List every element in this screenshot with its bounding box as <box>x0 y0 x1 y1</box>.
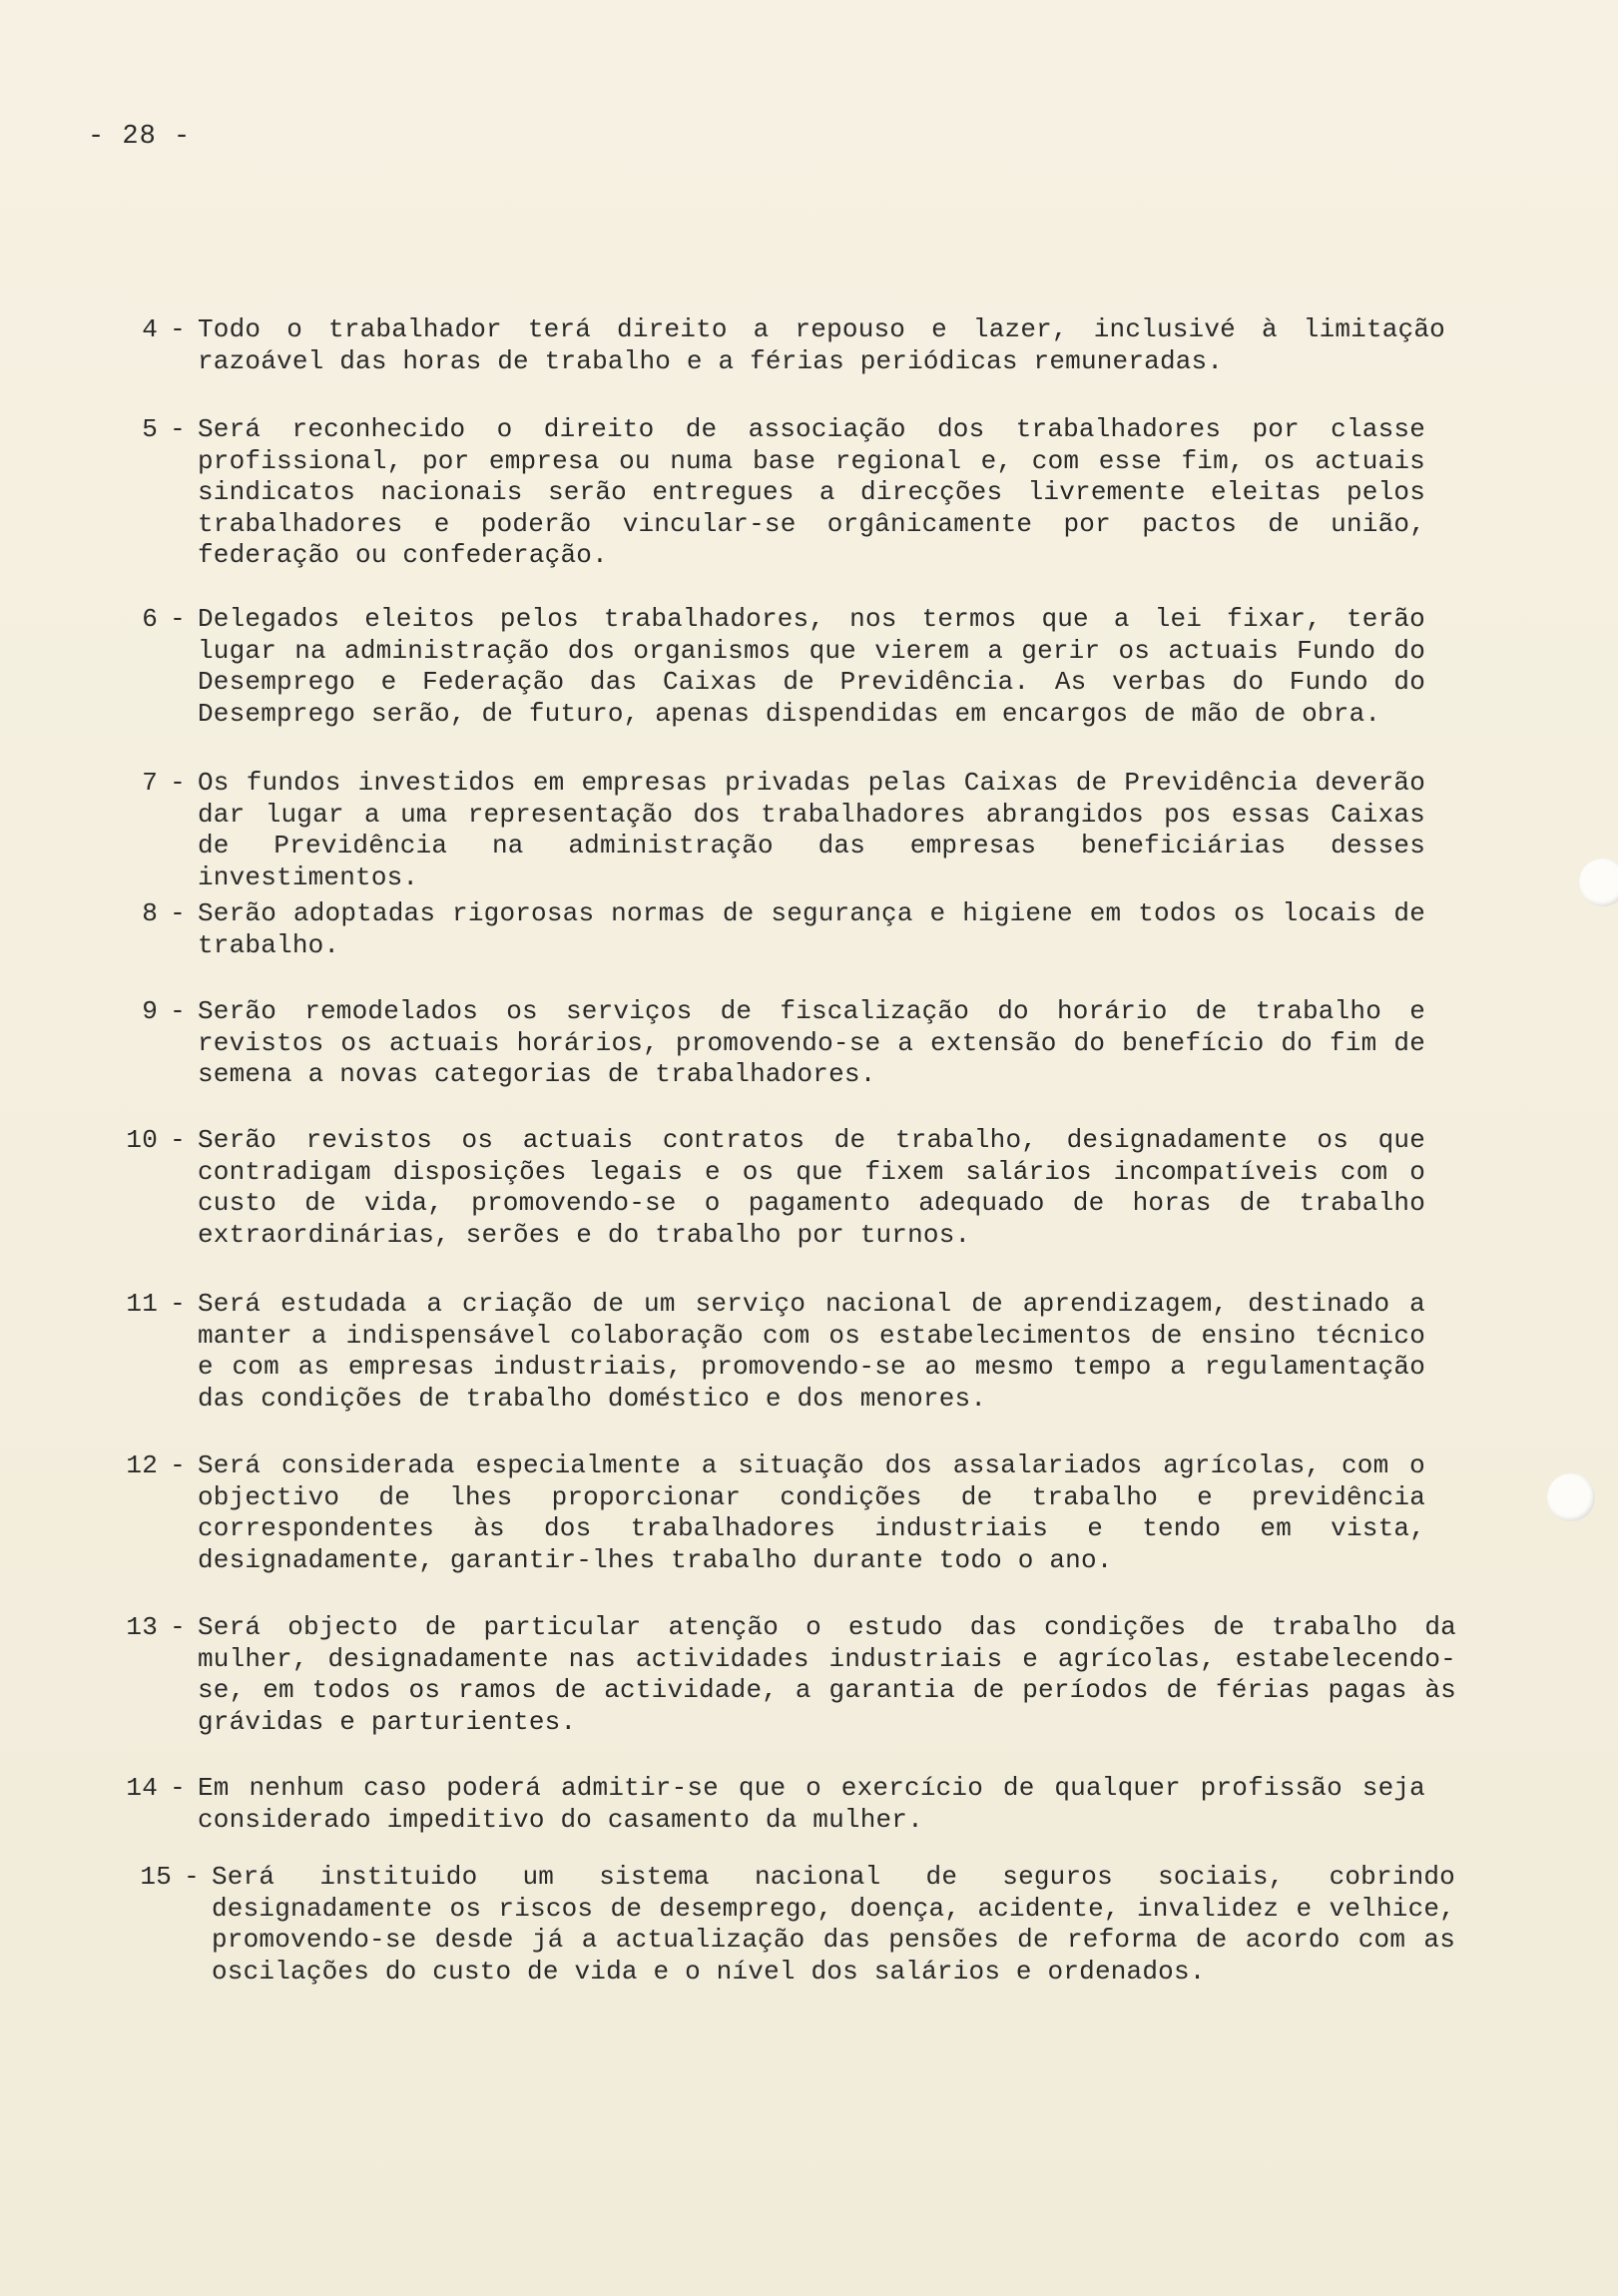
item-dash: - <box>184 1862 200 1892</box>
punch-hole-top <box>1579 859 1618 906</box>
item-number: 10 <box>126 1125 158 1155</box>
list-item <box>118 414 1425 572</box>
item-dash: - <box>170 1773 186 1803</box>
item-text: Os fundos investidos em empresas privadas pelas Caixas de Previdência deverão dar lugar a uma representação dos trabalhadores abrangidos pos essas Caixas de Previdência na administração das empresas beneficiárias desses investimentos. <box>198 768 1425 892</box>
item-text: Será objecto de particular atenção o estudo das condições de trabalho da mulher, designadamente nas actividades industriais e agrícolas, estabelecendo-se, em todos os ramos de actividade, a garantia de períodos de férias pagas às grávidas e parturientes. <box>198 1612 1456 1737</box>
punch-hole-bottom <box>1547 1473 1595 1521</box>
list-item <box>104 1450 1425 1576</box>
item-dash: - <box>170 1289 186 1319</box>
item-dash: - <box>170 996 186 1026</box>
item-text: Todo o trabalhador terá direito a repouso e lazer, inclusivé à limitação razoável das horas de trabalho e a férias periódicas remuneradas. <box>198 314 1445 376</box>
item-dash: - <box>170 1612 186 1642</box>
list-item <box>118 314 1445 377</box>
list-item <box>118 996 1425 1091</box>
item-number: 4 <box>142 314 158 344</box>
list-item <box>104 1773 1425 1836</box>
item-dash: - <box>170 414 186 444</box>
page-number: - 28 - <box>88 122 192 152</box>
item-number: 11 <box>126 1289 158 1319</box>
item-number: 8 <box>142 898 158 928</box>
item-dash: - <box>170 1125 186 1155</box>
item-text: Será estudada a criação de um serviço nacional de aprendizagem, destinado a manter a indispensável colaboração com os estabelecimentos de ensino técnico e com as empresas industriais, promovendo-se ao mesmo tempo a regulamentação das condições de trabalho doméstico e dos menores. <box>198 1289 1425 1414</box>
item-text: Será instituido um sistema nacional de seguros sociais, cobrindo designadamente os riscos de desemprego, doença, acidente, invalidez e velhice, promovendo-se desde já a actualização das pensões de reforma de acordo com as oscilações do custo de vida e o nível dos salários e ordenados. <box>212 1862 1455 1987</box>
item-dash: - <box>170 898 186 928</box>
item-text: Serão revistos os actuais contratos de trabalho, designadamente os que contradigam disposições legais e os que fixem salários incompatíveis com o custo de vida, promovendo-se o pagamento adequado de horas de trabalho extraordinárias, serões e do trabalho por turnos. <box>198 1125 1425 1250</box>
item-number: 14 <box>126 1773 158 1803</box>
item-number: 6 <box>142 604 158 634</box>
item-dash: - <box>170 1450 186 1480</box>
list-item <box>118 768 1425 893</box>
list-item <box>118 604 1425 730</box>
item-dash: - <box>170 604 186 634</box>
item-dash: - <box>170 768 186 798</box>
item-text: Delegados eleitos pelos trabalhadores, nos termos que a lei fixar, terão lugar na administração dos organismos que vierem a gerir os actuais Fundo do Desemprego e Federação das Caixas de Previdência. As verbas do Fundo do Desemprego serão, de futuro, apenas dispendidas em encargos de mão de obra. <box>198 604 1425 729</box>
item-dash: - <box>170 314 186 344</box>
item-text: Serão remodelados os serviços de fiscalização do horário de trabalho e revistos os actuais horários, promovendo-se a extensão do benefício do fim de semena a novas categorias de trabalhadores. <box>198 996 1425 1089</box>
list-item <box>118 898 1425 961</box>
item-number: 13 <box>126 1612 158 1642</box>
list-item <box>118 1862 1455 1988</box>
item-number: 15 <box>140 1862 172 1892</box>
item-text: Em nenhum caso poderá admitir-se que o exercício de qualquer profissão seja considerado impeditivo do casamento da mulher. <box>198 1773 1425 1835</box>
item-number: 7 <box>142 768 158 798</box>
item-text: Será considerada especialmente a situação dos assalariados agrícolas, com o objectivo de lhes proporcionar condições de trabalho e previdência correspondentes às dos trabalhadores industriais e tendo em vista, designadamente, garantir-lhes trabalho durante todo o ano. <box>198 1450 1425 1575</box>
item-number: 5 <box>142 414 158 444</box>
list-item <box>104 1125 1425 1251</box>
item-text: Será reconhecido o direito de associação dos trabalhadores por classe profissional, por empresa ou numa base regional e, com esse fim, os actuais sindicatos nacionais serão entregues a direcções livremente eleitas pelos trabalhadores e poderão vincular-se orgânicamente por pactos de união, federação ou confederação. <box>198 414 1425 570</box>
item-number: 12 <box>126 1450 158 1480</box>
list-item <box>104 1289 1425 1415</box>
item-number: 9 <box>142 996 158 1026</box>
item-text: Serão adoptadas rigorosas normas de segurança e higiene em todos os locais de trabalho. <box>198 898 1425 960</box>
list-item <box>104 1612 1456 1738</box>
